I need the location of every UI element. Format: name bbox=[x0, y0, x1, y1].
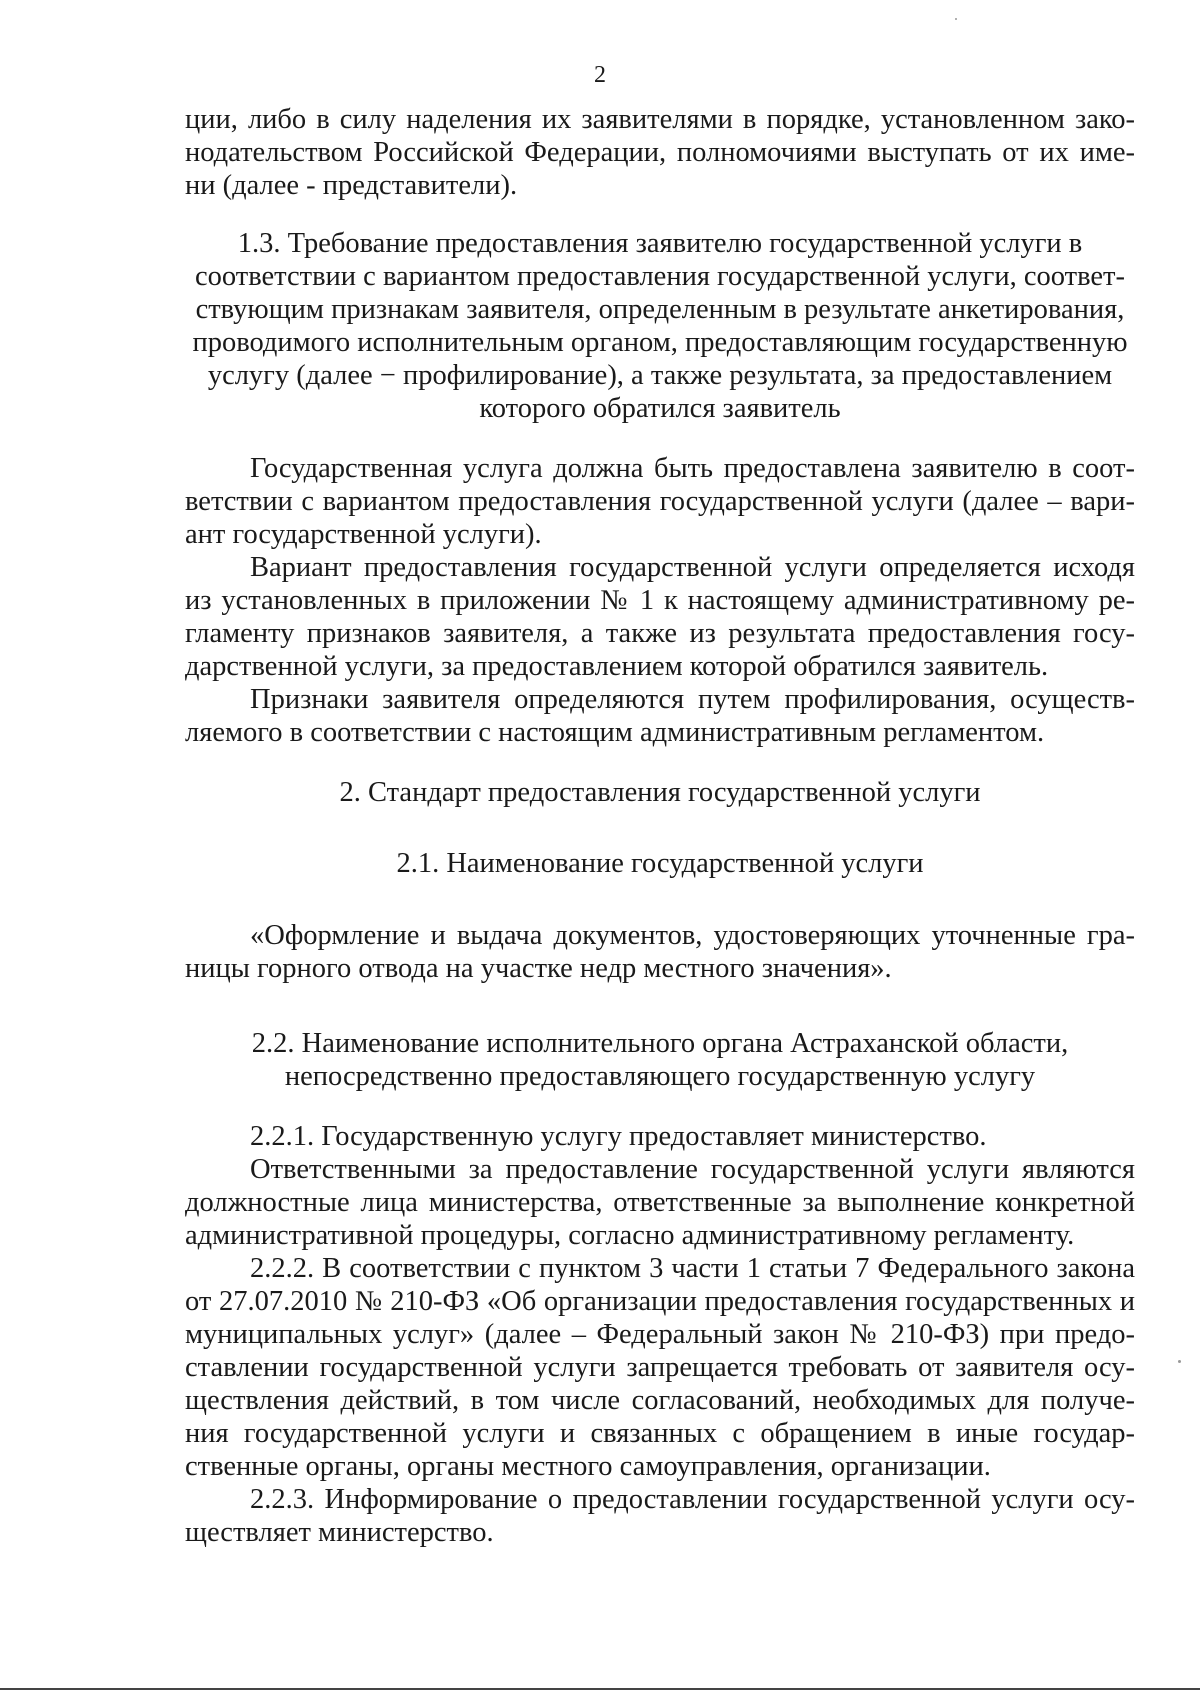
text-line: административной процедуры, согласно административному регламенту. bbox=[185, 1220, 1075, 1251]
heading-line: услугу (далее − профилирование), а также результата, за предоставлением bbox=[207, 360, 1113, 391]
text-line: 2.2.3. Информирование о предоставлении государственной услуги осу- bbox=[250, 1484, 1135, 1515]
text-line: нодательством Российской Федерации, полномочиями выступать от их име- bbox=[185, 137, 1135, 168]
text-line: от 27.07.2010 № 210-ФЗ «Об организации предоставления государственных и bbox=[185, 1286, 1135, 1317]
text-line: ницы горного отвода на участке недр местного значения». bbox=[185, 953, 892, 984]
text-line: ния государственной услуги и связанных с обращением в иные государ- bbox=[185, 1418, 1135, 1449]
page-number: 2 bbox=[594, 62, 606, 88]
text-line: 2.2.2. В соответствии с пунктом 3 части 1 статьи 7 Федерального закона bbox=[250, 1253, 1135, 1284]
heading-line: которого обратился заявитель bbox=[479, 393, 841, 424]
heading-line: проводимого исполнительным органом, предоставляющим государственную bbox=[192, 327, 1128, 358]
heading-line: непосредственно предоставляющего государственную услугу bbox=[284, 1061, 1036, 1092]
text-line: ществления действий, в том числе согласований, необходимых для получе- bbox=[185, 1385, 1135, 1416]
text-line: ант государственной услуги). bbox=[185, 519, 542, 550]
text-line: муниципальных услуг» (далее – Федеральный закон № 210-ФЗ) при предо- bbox=[185, 1319, 1135, 1350]
text-line: ции, либо в силу наделения их заявителями в порядке, установленном зако- bbox=[185, 104, 1135, 135]
text-line: Ответственными за предоставление государственной услуги являются bbox=[250, 1154, 1135, 1185]
section-heading-2: 2. Стандарт предоставления государственной услуги bbox=[339, 777, 981, 808]
heading-line: 1.3. Требование предоставления заявителю государственной услуги в bbox=[237, 228, 1083, 259]
text-line: из установленных в приложении № 1 к настоящему административному ре- bbox=[185, 585, 1135, 616]
scan-speck bbox=[955, 18, 957, 20]
heading-line: ствующим признакам заявителя, определенным в результате анкетирования, bbox=[195, 294, 1125, 325]
scan-speck bbox=[1178, 1360, 1181, 1363]
page-bottom-edge bbox=[0, 1688, 1200, 1690]
text-line: Вариант предоставления государственной услуги определяется исходя bbox=[250, 552, 1135, 583]
section-heading-2-1: 2.1. Наименование государственной услуги bbox=[396, 848, 924, 879]
paragraph-2-2-1: 2.2.1. Государственную услугу предоставляет министерство. bbox=[250, 1121, 987, 1152]
text-line: «Оформление и выдача документов, удостоверяющих уточненные гра- bbox=[250, 920, 1135, 951]
text-line: ветствии с вариантом предоставления государственной услуги (далее – вари- bbox=[185, 486, 1135, 517]
text-line: ляемого в соответствии с настоящим административным регламентом. bbox=[185, 717, 1045, 748]
heading-line: соответствии с вариантом предоставления государственной услуги, соответ- bbox=[195, 261, 1125, 292]
text-line: Признаки заявителя определяются путем профилирования, осуществ- bbox=[250, 684, 1135, 715]
text-line: дарственной услуги, за предоставлением которой обратился заявитель. bbox=[185, 651, 1049, 682]
text-line: Государственная услуга должна быть предоставлена заявителю в соот- bbox=[250, 453, 1135, 484]
text-line: ственные органы, органы местного самоуправления, организации. bbox=[185, 1451, 991, 1482]
text-line: ни (далее - представители). bbox=[185, 170, 518, 201]
text-line: ставлении государственной услуги запрещается требовать от заявителя осу- bbox=[185, 1352, 1135, 1383]
heading-line: 2.2. Наименование исполнительного органа Астраханской области, bbox=[251, 1028, 1069, 1059]
text-line: должностные лица министерства, ответственные за выполнение конкретной bbox=[185, 1187, 1135, 1218]
text-line: гламенту признаков заявителя, а также из результата предоставления госу- bbox=[185, 618, 1135, 649]
text-line: ществляет министерство. bbox=[185, 1517, 494, 1548]
